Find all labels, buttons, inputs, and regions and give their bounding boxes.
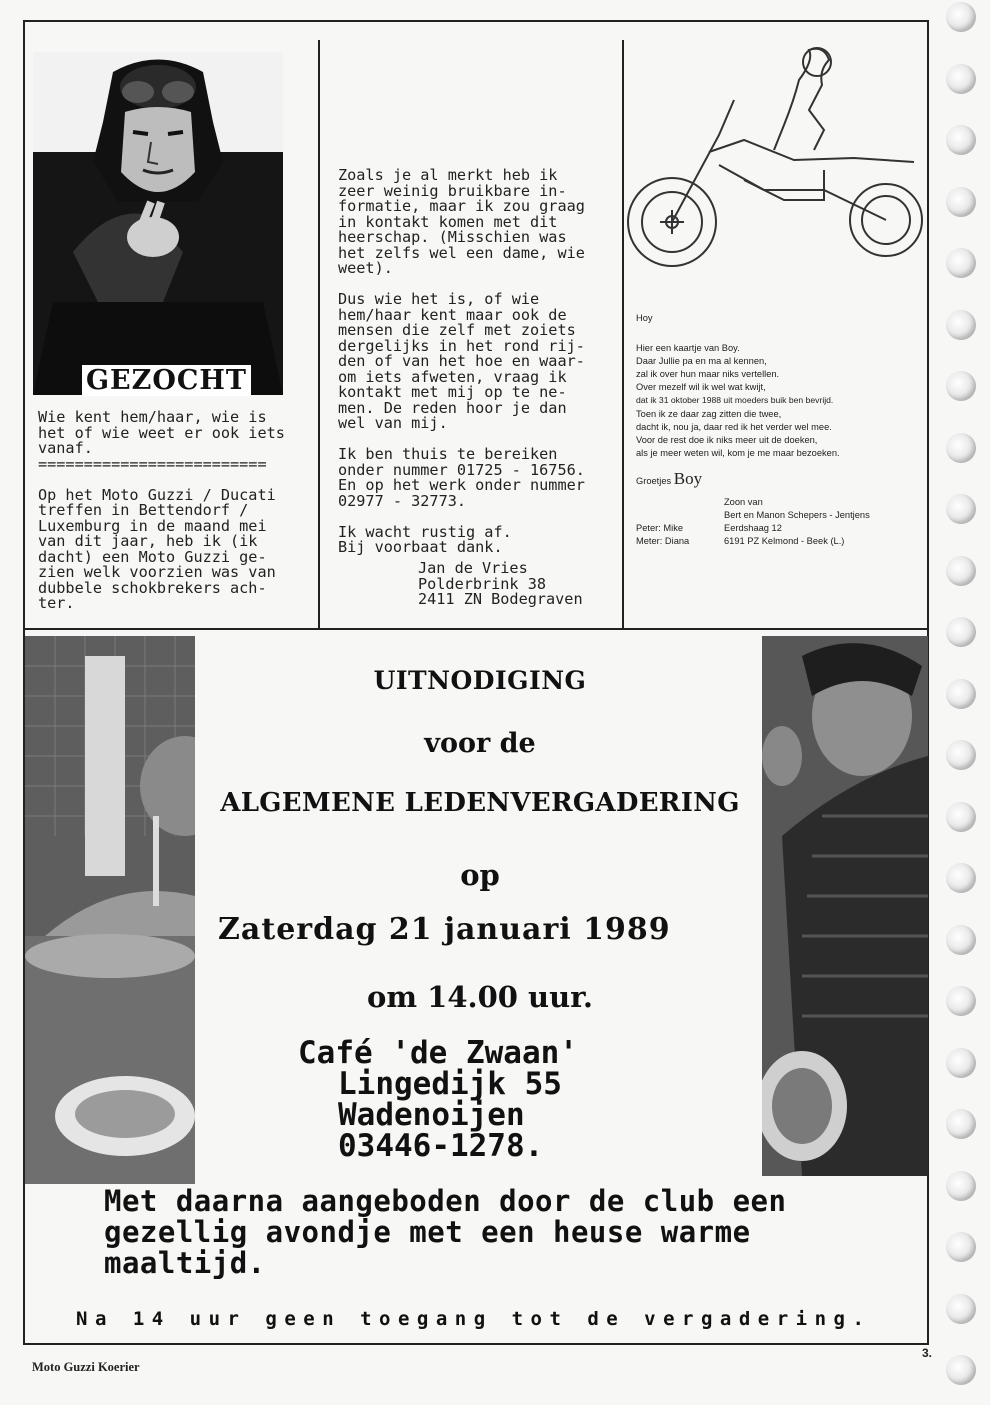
- signature-address: Jan de Vries Polderbrink 38 2411 ZN Bodegraven: [418, 559, 583, 608]
- binding-hole: [946, 679, 976, 709]
- binding-hole: [946, 1294, 976, 1324]
- binding-hole: [946, 187, 976, 217]
- child-name: Boy: [673, 468, 703, 488]
- card-street: Eerdshaag 12: [724, 523, 782, 534]
- binding-hole: [946, 64, 976, 94]
- binding-hole: [946, 740, 976, 770]
- birth-announcement: [636, 312, 928, 548]
- invitation-voor: voor de: [424, 728, 536, 759]
- contact-request-text: Zoals je al merkt heb ik zeer weinig bruikbare in- formatie, maar ik zou graag in kontakt komen met dit heerschap. (Misschien was het zelfs wel een dame, wie weet). Dus wie het is, of wie hem/haar kent maar ook de mensen die zelf met zoiets dergelijks in het rond rij- den of van het hoe en waar- om iets afweten, vraag ik kontakt met mij op te ne- men. De reden hoor je dan wel van mij. Ik ben thuis te bereiken onder nummer 01725 - 16756. En op het werk onder nummer 02977 - 32773. Ik wacht rustig af. Bij voorbaat dank.: [338, 166, 585, 556]
- binding-hole: [946, 371, 976, 401]
- binding-hole: [946, 1232, 976, 1262]
- poem-line: Over mezelf wil ik wel wat kwijt,: [636, 382, 766, 393]
- binding-hole: [946, 556, 976, 586]
- godmother: Meter: Diana: [636, 536, 690, 547]
- wanted-heading: GEZOCHT: [82, 365, 251, 396]
- binding-hole: [946, 617, 976, 647]
- binding-hole: [946, 310, 976, 340]
- frame-bottom-line: [23, 1343, 929, 1345]
- spiral-binding: [942, 0, 990, 1405]
- card-greeting: Hoy: [636, 313, 653, 323]
- section-divider: [23, 628, 929, 630]
- groet-prefix: Groetjes: [636, 475, 672, 486]
- venue-town: Wadenoijen: [338, 1097, 525, 1133]
- column-divider-1: [318, 40, 320, 628]
- binding-hole: [946, 1355, 976, 1385]
- late-entry-notice: Na 14 uur geen toegang tot de vergadering.: [76, 1308, 872, 1330]
- binding-hole: [946, 125, 976, 155]
- binding-hole: [946, 1171, 976, 1201]
- godfather: Peter: Mike: [636, 523, 684, 534]
- binding-hole: [946, 494, 976, 524]
- dinner-announcement: Met daarna aangeboden door de club een gezellig avondje met een heuse warme maaltijd.: [104, 1184, 787, 1280]
- wanted-poster-image: [33, 52, 283, 395]
- parents-names: Bert en Manon Schepers - Jentjens: [724, 510, 870, 521]
- binding-hole: [946, 986, 976, 1016]
- venue-street: Lingedijk 55: [338, 1066, 562, 1102]
- venue-phone: 03446-1278.: [338, 1128, 544, 1164]
- venue-name: Café 'de Zwaan': [298, 1035, 578, 1071]
- poem-line: Toen ik ze daar zag zitten die twee,: [636, 408, 782, 419]
- binding-hole: [946, 248, 976, 278]
- magazine-name: Moto Guzzi Koerier: [32, 1360, 140, 1374]
- binding-hole: [946, 863, 976, 893]
- meeting-date: Zaterdag 21 januari 1989: [218, 912, 671, 947]
- motorcycle-drawing: [624, 40, 924, 278]
- invitation-op: op: [460, 858, 500, 892]
- card-city: 6191 PZ Kelmond - Beek (L.): [724, 536, 845, 547]
- meeting-name: ALGEMENE LEDENVERGADERING: [220, 788, 740, 818]
- meeting-time: om 14.00 uur.: [367, 980, 593, 1014]
- venue-address: [298, 1035, 698, 1164]
- poem-line: dat ik 31 oktober 1988 uit moeders buik ben bevrijd.: [636, 395, 834, 406]
- poem-line: dacht ik, nou ja, daar red ik het verder wel mee.: [636, 421, 832, 432]
- binding-hole: [946, 802, 976, 832]
- invitation-title: UITNODIGING: [373, 666, 587, 695]
- page-number: 3.: [922, 1346, 933, 1360]
- poem-line: Hier een kaartje van Boy.: [636, 343, 740, 354]
- binding-hole: [946, 433, 976, 463]
- binding-hole: [946, 925, 976, 955]
- poem-line: zal ik over hun maar niks vertellen.: [636, 369, 780, 380]
- poem-line: Voor de rest doe ik niks meer uit de doeken,: [636, 434, 818, 445]
- wanted-description: Wie kent hem/haar, wie is het of wie weet er ook iets vanaf. ========================= Op het Moto Guzzi / Ducati treffen in Bettendorf / Luxemburg in de maand mei van dit jaar, heb ik (ik dacht) een Moto Guzzi ge- zien welk voorzien was van dubbele schokbrekers ach- ter.: [38, 408, 285, 612]
- card-footer: [636, 496, 928, 548]
- son-of-label: Zoon van: [724, 497, 763, 508]
- binding-hole: [946, 1048, 976, 1078]
- kitchen-photo-left: [25, 636, 195, 1184]
- poem-line: als je meer weten wil, kom je me maar bezoeken.: [636, 447, 840, 458]
- kitchen-photo-right: [762, 636, 928, 1176]
- poem-line: Daar Jullie pa en ma al kennen,: [636, 356, 767, 367]
- card-signoff: [636, 468, 928, 488]
- binding-hole: [946, 2, 976, 32]
- binding-hole: [946, 1109, 976, 1139]
